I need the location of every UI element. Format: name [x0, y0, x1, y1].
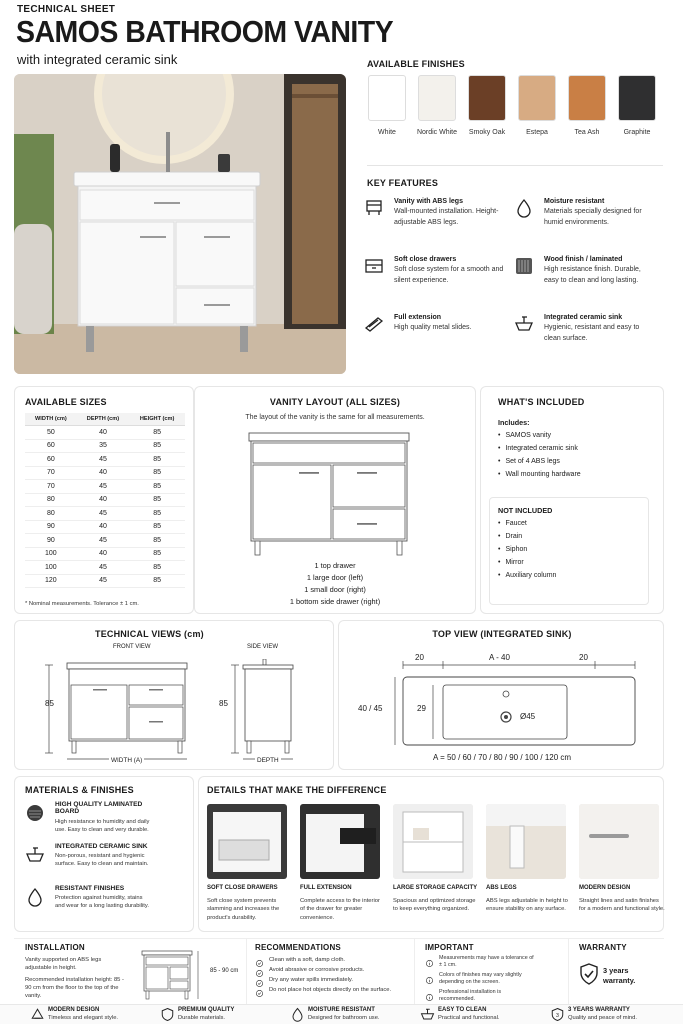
table-row [25, 426, 185, 440]
recommendation-item: Dry any water spills immediately. [269, 977, 353, 983]
detail-desc: Spacious and optimized storage to keep everything organized. [393, 898, 476, 913]
feature-desc: Wall-mounted installation. Height-adjustable ABS legs. [394, 208, 499, 226]
table-cell: 40 [77, 547, 130, 561]
shield-icon [160, 1007, 175, 1024]
top-middle-dim: A - 40 [489, 653, 510, 662]
top-view-title: TOP VIEW (INTEGRATED SINK) [432, 629, 572, 639]
warranty-block [568, 938, 664, 1004]
feature-title: Full extension [394, 314, 442, 321]
detail-title: MODERN DESIGN [579, 885, 631, 891]
front-view-drawing [39, 659, 199, 763]
material-title: RESISTANT FINISHES [55, 885, 125, 892]
installation-title: INSTALLATION [25, 943, 85, 952]
sizes-title: AVAILABLE SIZES [25, 397, 107, 407]
sizes-note: * Nominal measurements. Tolerance ± 1 cm. [25, 601, 139, 607]
detail-desc: Soft close system prevents slamming and increases the product's durability. [207, 898, 280, 921]
table-cell: 60 [25, 453, 77, 467]
table-cell: 85 [129, 426, 185, 440]
table-cell: 45 [77, 453, 130, 467]
sizes-card [14, 386, 194, 614]
recommendation-item: Avoid abrasive or corrosive products. [269, 967, 365, 973]
detail-photo [393, 804, 473, 879]
footer-desc: Quality and peace of mind. [568, 1015, 637, 1021]
table-cell: 85 [129, 520, 185, 534]
divider [367, 165, 663, 166]
table-row [25, 507, 185, 521]
detail-title: ABS LEGS [486, 885, 517, 891]
table-cell: 85 [129, 453, 185, 467]
materials-title: MATERIALS & FINISHES [25, 785, 134, 795]
footer-desc: Durable materials. [178, 1015, 226, 1021]
table-cell: 70 [25, 466, 77, 480]
table-cell: 45 [77, 574, 130, 588]
eyebrow: TECHNICAL SHEET [17, 4, 116, 15]
page-subtitle: with integrated ceramic sink [17, 52, 178, 67]
top-left-dim: 20 [415, 653, 424, 662]
table-row [25, 493, 185, 507]
not-included-label: NOT INCLUDED [498, 506, 553, 515]
top-formula: A = 50 / 60 / 70 / 80 / 90 / 100 / 120 cm [432, 753, 572, 762]
sink-icon [420, 1007, 435, 1024]
features-title: KEY FEATURES [367, 178, 439, 188]
design-icon [30, 1007, 45, 1024]
tech-card [14, 620, 334, 770]
table-cell: 40 [77, 493, 130, 507]
recommendations-title: RECOMMENDATIONS [255, 943, 341, 952]
table-cell: 45 [77, 534, 130, 548]
finish-swatch[interactable] [468, 75, 506, 121]
feature-title: Soft close drawers [394, 256, 457, 263]
table-row [25, 547, 185, 561]
footer-title: MOISTURE RESISTANT [308, 1007, 375, 1013]
warranty-text: 3 years warranty. [603, 966, 636, 985]
feature-desc: Hygienic, resistant and easy to clean surface. [544, 324, 640, 342]
vanity-icon [364, 198, 384, 218]
materials-card [14, 776, 194, 932]
table-cell: 100 [25, 547, 77, 561]
table-row [25, 480, 185, 494]
list-item: • Siphon [498, 546, 556, 553]
important-block [414, 938, 568, 1004]
detail-desc: Straight lines and satin finishes for a modern and functional style. [579, 898, 665, 913]
feature-item [544, 256, 656, 287]
detail-photo [300, 804, 380, 879]
important-item: Measurements may have a tolerance of ± 1 cm. [439, 955, 534, 969]
water-drop-icon [514, 198, 534, 218]
installation-range: 85 - 90 cm [210, 968, 239, 974]
included-title: WHAT'S INCLUDED [498, 397, 585, 407]
includes-list [498, 432, 581, 484]
list-item: • Set of 4 ABS legs [498, 458, 581, 465]
list-item: • SAMOS vanity [498, 432, 581, 439]
feature-item [544, 314, 656, 345]
finish-label: Tea Ash [574, 129, 600, 136]
layout-drawing [247, 431, 417, 557]
footer-desc: Designed for bathroom use. [308, 1015, 380, 1021]
top-inner-dim: 29 [417, 704, 426, 713]
table-cell: 85 [129, 561, 185, 575]
table-cell: 85 [129, 466, 185, 480]
finish-label: White [378, 129, 396, 136]
footer-title: EASY TO CLEAN [438, 1007, 487, 1013]
includes-label: Includes: [498, 418, 530, 427]
hero-photo [14, 74, 346, 374]
water-drop-icon [25, 887, 45, 912]
installation-desc-2: Recommended installation height: 85 - 90 cm from the floor to the top of the vanity. [25, 977, 124, 999]
warranty-title: WARRANTY [579, 943, 627, 952]
front-view-label: FRONT VIEW [113, 644, 151, 650]
important-item: Colors of finishes may vary slightly depending on the screen. [439, 972, 522, 986]
feature-desc: High quality metal slides. [394, 324, 472, 331]
table-cell: 85 [129, 507, 185, 521]
feature-item [394, 256, 506, 287]
finish-label: Nordic White [416, 129, 458, 136]
list-item: • Auxiliary column [498, 572, 556, 579]
important-title: IMPORTANT [425, 943, 474, 952]
detail-photo [486, 804, 566, 879]
table-cell: 85 [129, 439, 185, 453]
table-cell: 90 [25, 534, 77, 548]
detail-title: SOFT CLOSE DRAWERS [207, 885, 278, 891]
water-drop-icon [290, 1007, 305, 1024]
finish-swatch[interactable] [518, 75, 556, 121]
svg-text:3: 3 [556, 1012, 559, 1019]
layout-title: VANITY LAYOUT (ALL SIZES) [269, 397, 401, 407]
side-view-label: SIDE VIEW [247, 644, 279, 650]
feature-desc: High resistance finish. Durable, easy to clean and long lasting. [544, 266, 641, 284]
table-cell: 80 [25, 493, 77, 507]
depth-label: DEPTH [257, 757, 279, 764]
material-title: INTEGRATED CERAMIC SINK [55, 843, 148, 850]
table-cell: 60 [25, 439, 77, 453]
table-cell: 40 [77, 466, 130, 480]
list-item: • Drain [498, 533, 556, 540]
detail-photo [579, 804, 659, 879]
feature-item [544, 198, 656, 229]
side-view-drawing [227, 659, 307, 763]
board-icon [25, 803, 45, 828]
layout-line-1: 1 top drawer [314, 561, 356, 570]
table-cell: 40 [77, 520, 130, 534]
included-card [480, 386, 664, 614]
top-depth-dim: 40 / 45 [358, 704, 383, 713]
details-title: DETAILS THAT MAKE THE DIFFERENCE [207, 785, 387, 795]
list-item: • Faucet [498, 520, 556, 527]
detail-desc: Complete access to the interior of the drawer for greater convenience. [300, 898, 380, 921]
finishes-title: AVAILABLE FINISHES [367, 59, 465, 69]
top-view-drawing [359, 651, 659, 751]
layout-subtitle: The layout of the vanity is the same for all measurements. [245, 414, 425, 421]
table-row [25, 453, 185, 467]
installation-desc-1: Vanity supported on ABS legs adjustable in height. [25, 957, 102, 971]
tech-title: TECHNICAL VIEWS (cm) [95, 629, 204, 639]
finish-label: Smoky Oak [468, 129, 506, 136]
feature-item [394, 198, 506, 229]
table-cell: 85 [129, 493, 185, 507]
col-depth: DEPTH (cm) [77, 413, 130, 426]
sink-icon [514, 314, 534, 334]
sizes-table [25, 413, 185, 588]
col-height: HEIGHT (cm) [129, 413, 185, 426]
layout-card [194, 386, 476, 614]
table-row [25, 561, 185, 575]
feature-title: Wood finish / laminated [544, 256, 623, 263]
feature-title: Integrated ceramic sink [544, 314, 623, 321]
table-row [25, 520, 185, 534]
footer-desc: Timeless and elegant style. [48, 1015, 119, 1021]
table-cell: 45 [77, 507, 130, 521]
material-desc: High resistance to humidity and daily use. Easy to clean and very durable. [55, 819, 150, 833]
table-cell: 45 [77, 480, 130, 494]
table-cell: 85 [129, 547, 185, 561]
side-height-value: 85 [219, 699, 228, 708]
top-view-card [338, 620, 664, 770]
installation-drawing [138, 947, 204, 1003]
footer-desc: Practical and functional. [438, 1015, 500, 1021]
footer-strip [0, 1004, 683, 1024]
warranty-icon [550, 1007, 565, 1024]
material-desc: Protection against humidity, stains and wear for a long lasting durability. [55, 895, 149, 909]
feature-desc: Soft close system for a smooth and silent experience. [394, 266, 504, 284]
material-desc: Non-porous, resistant and hygienic surface. Easy to clean and maintain. [55, 853, 149, 867]
finish-label: Graphite [623, 129, 651, 136]
feature-desc: Materials specially designed for humid environments. [544, 208, 642, 226]
footer-title: MODERN DESIGN [48, 1007, 100, 1013]
table-cell: 100 [25, 561, 77, 575]
list-item: • Integrated ceramic sink [498, 445, 581, 452]
info-icon [425, 972, 434, 990]
important-item: Professional installation is recommended. [439, 989, 502, 1003]
detail-desc: ABS legs adjustable in height to ensure stability on any surface. [486, 898, 568, 913]
detail-photo [207, 804, 287, 879]
page-title: SAMOS BATHROOM VANITY [16, 14, 394, 49]
details-card [198, 776, 664, 932]
finish-label: Estepa [526, 129, 548, 136]
detail-title: FULL EXTENSION [300, 885, 352, 891]
sink-icon [25, 845, 45, 870]
list-item: • Mirror [498, 559, 556, 566]
shield-check-icon [579, 963, 599, 985]
layout-line-4: 1 bottom side drawer (right) [289, 597, 381, 606]
table-row [25, 574, 185, 588]
table-cell: 80 [25, 507, 77, 521]
table-cell: 120 [25, 574, 77, 588]
installation-block [14, 938, 246, 1004]
table-cell: 40 [77, 426, 130, 440]
table-cell: 50 [25, 426, 77, 440]
table-row [25, 534, 185, 548]
front-height-value: 85 [45, 699, 54, 708]
check-circle-icon [255, 985, 264, 1003]
table-row [25, 439, 185, 453]
wood-grain-icon [514, 256, 534, 276]
table-cell: 85 [129, 574, 185, 588]
finish-swatch[interactable] [418, 75, 456, 121]
finish-swatch[interactable] [618, 75, 656, 121]
drawer-icon [364, 256, 384, 276]
feature-title: Vanity with ABS legs [394, 198, 463, 205]
footer-title: PREMIUM QUALITY [178, 1007, 235, 1013]
drain-hole-dim: Ø45 [520, 712, 536, 721]
detail-title: LARGE STORAGE CAPACITY [393, 885, 478, 891]
col-width: WIDTH (cm) [25, 413, 77, 426]
recommendations-block [246, 938, 414, 1004]
recommendation-item: Do not place hot objects directly on the surface. [269, 987, 392, 993]
finish-swatch[interactable] [368, 75, 406, 121]
layout-line-2: 1 large door (left) [306, 573, 364, 582]
list-item: • Wall mounting hardware [498, 471, 581, 478]
table-cell: 90 [25, 520, 77, 534]
table-cell: 35 [77, 439, 130, 453]
info-icon [425, 955, 434, 973]
footer-title: 3 YEARS WARRANTY [568, 1007, 630, 1013]
table-cell: 85 [129, 534, 185, 548]
top-right-dim: 20 [579, 653, 588, 662]
finish-swatch[interactable] [568, 75, 606, 121]
width-label: WIDTH (A) [111, 757, 143, 764]
feature-item [394, 314, 506, 334]
not-included-list [498, 520, 556, 585]
recommendation-item: Clean with a soft, damp cloth. [269, 957, 346, 963]
material-title: HIGH QUALITY LAMINATED BOARD [55, 801, 143, 815]
table-cell: 85 [129, 480, 185, 494]
table-cell: 70 [25, 480, 77, 494]
feature-title: Moisture resistant [544, 198, 605, 205]
table-cell: 45 [77, 561, 130, 575]
slide-rail-icon [364, 314, 384, 334]
layout-line-3: 1 small door (right) [304, 585, 366, 594]
table-row [25, 466, 185, 480]
not-included-box [489, 497, 649, 605]
